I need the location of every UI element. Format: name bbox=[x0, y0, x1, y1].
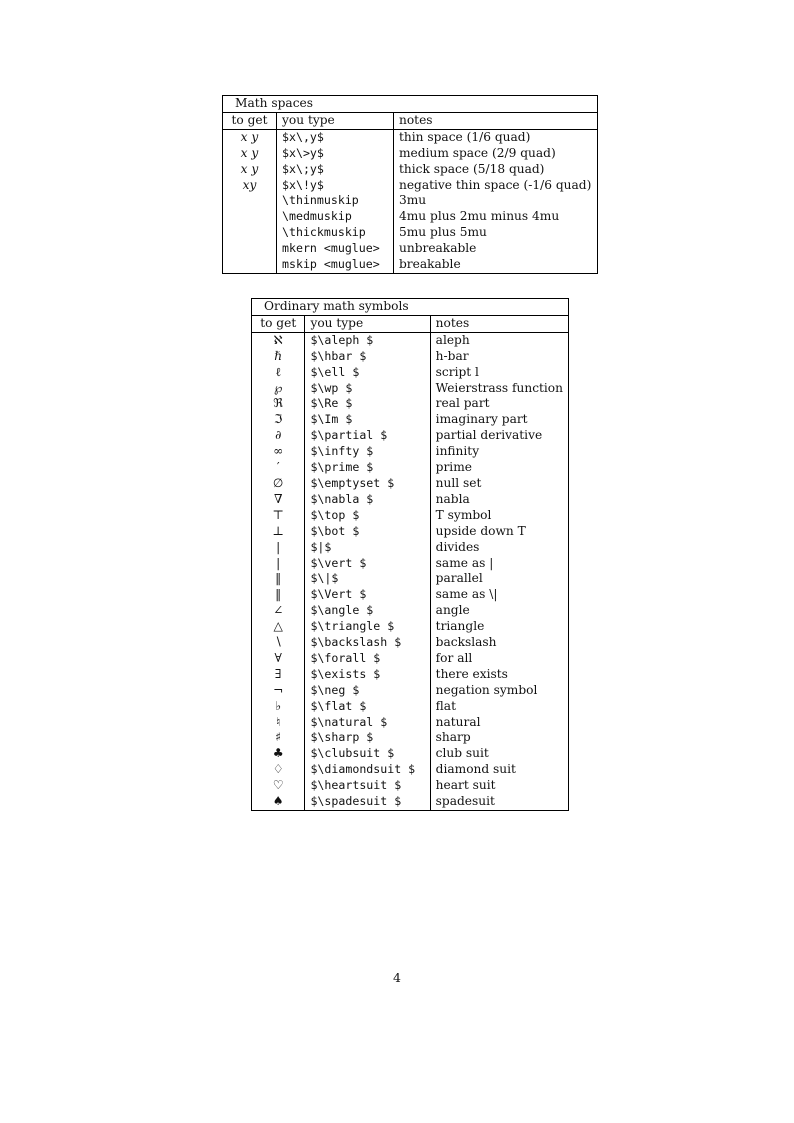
cell-you-type: $\forall $ bbox=[305, 651, 430, 667]
cell-to-get: ♢ bbox=[252, 762, 305, 778]
cell-to-get: ℜ bbox=[252, 396, 305, 412]
cell-to-get bbox=[223, 193, 277, 209]
cell-notes: prime bbox=[430, 460, 568, 476]
table-row bbox=[252, 730, 569, 746]
cell-you-type: $\nabla $ bbox=[305, 492, 430, 508]
cell-you-type: $\hbar $ bbox=[305, 349, 430, 365]
cell-to-get: ∂ bbox=[252, 428, 305, 444]
cell-to-get: ‖ bbox=[252, 587, 305, 603]
cell-notes: divides bbox=[430, 540, 568, 556]
cell-notes: partial derivative bbox=[430, 428, 568, 444]
cell-to-get: x y bbox=[223, 146, 277, 162]
cell-you-type: $\heartsuit $ bbox=[305, 778, 430, 794]
table-row bbox=[252, 524, 569, 540]
cell-you-type: $x\,y$ bbox=[277, 129, 394, 145]
column-header-you-type: you type bbox=[277, 112, 394, 129]
cell-you-type: $\|$ bbox=[305, 571, 430, 587]
table-row bbox=[252, 794, 569, 810]
cell-notes: backslash bbox=[430, 635, 568, 651]
cell-notes: unbreakable bbox=[394, 241, 598, 257]
table-row bbox=[223, 225, 598, 241]
cell-to-get: ℵ bbox=[252, 332, 305, 348]
ordinary-symbols-body bbox=[252, 299, 569, 811]
cell-you-type: $\triangle $ bbox=[305, 619, 430, 635]
cell-notes: same as \| bbox=[430, 587, 568, 603]
table-caption: Math spaces bbox=[223, 96, 598, 113]
table-row bbox=[223, 129, 598, 145]
cell-you-type: $\clubsuit $ bbox=[305, 746, 430, 762]
cell-notes: 4mu plus 2mu minus 4mu bbox=[394, 209, 598, 225]
cell-you-type: $\flat $ bbox=[305, 699, 430, 715]
cell-to-get bbox=[223, 241, 277, 257]
table-row bbox=[252, 635, 569, 651]
cell-to-get: ∠ bbox=[252, 603, 305, 619]
table-row bbox=[252, 619, 569, 635]
cell-to-get: ♯ bbox=[252, 730, 305, 746]
cell-notes: parallel bbox=[430, 571, 568, 587]
cell-to-get: ℑ bbox=[252, 412, 305, 428]
cell-you-type: $\prime $ bbox=[305, 460, 430, 476]
table-caption-row bbox=[223, 96, 598, 113]
cell-notes: diamond suit bbox=[430, 762, 568, 778]
cell-to-get: ∖ bbox=[252, 635, 305, 651]
cell-notes: null set bbox=[430, 476, 568, 492]
table-row bbox=[252, 428, 569, 444]
cell-to-get: ‖ bbox=[252, 571, 305, 587]
table-row bbox=[252, 476, 569, 492]
cell-you-type: $\backslash $ bbox=[305, 635, 430, 651]
table-header-row bbox=[223, 112, 598, 129]
cell-you-type: $\exists $ bbox=[305, 667, 430, 683]
cell-you-type: \thinmuskip bbox=[277, 193, 394, 209]
cell-notes: negation symbol bbox=[430, 683, 568, 699]
cell-you-type: $\Vert $ bbox=[305, 587, 430, 603]
cell-you-type: $x\>y$ bbox=[277, 146, 394, 162]
cell-you-type: $x\;y$ bbox=[277, 162, 394, 178]
cell-you-type: $\top $ bbox=[305, 508, 430, 524]
cell-to-get: x y bbox=[223, 162, 277, 178]
cell-you-type: $\bot $ bbox=[305, 524, 430, 540]
cell-notes: 5mu plus 5mu bbox=[394, 225, 598, 241]
cell-to-get: ′ bbox=[252, 460, 305, 476]
cell-you-type: $\infty $ bbox=[305, 444, 430, 460]
cell-notes: imaginary part bbox=[430, 412, 568, 428]
table-row bbox=[252, 715, 569, 731]
cell-to-get: | bbox=[252, 540, 305, 556]
cell-notes: h-bar bbox=[430, 349, 568, 365]
cell-you-type: \medmuskip bbox=[277, 209, 394, 225]
table-row bbox=[252, 746, 569, 762]
cell-to-get: ♣ bbox=[252, 746, 305, 762]
cell-notes: flat bbox=[430, 699, 568, 715]
table-row bbox=[252, 762, 569, 778]
cell-you-type: $\Re $ bbox=[305, 396, 430, 412]
table-row bbox=[252, 667, 569, 683]
cell-notes: negative thin space (-1/6 quad) bbox=[394, 178, 598, 194]
cell-notes: 3mu bbox=[394, 193, 598, 209]
cell-you-type: $\diamondsuit $ bbox=[305, 762, 430, 778]
table-row bbox=[223, 193, 598, 209]
cell-notes: for all bbox=[430, 651, 568, 667]
cell-to-get bbox=[223, 209, 277, 225]
table-row bbox=[223, 162, 598, 178]
cell-notes: club suit bbox=[430, 746, 568, 762]
cell-to-get: ∇ bbox=[252, 492, 305, 508]
table-row bbox=[252, 778, 569, 794]
cell-notes: T symbol bbox=[430, 508, 568, 524]
cell-to-get: ∞ bbox=[252, 444, 305, 460]
cell-you-type: $\sharp $ bbox=[305, 730, 430, 746]
table-row bbox=[252, 571, 569, 587]
column-header-notes: notes bbox=[394, 112, 598, 129]
cell-you-type: $\natural $ bbox=[305, 715, 430, 731]
table-row bbox=[252, 683, 569, 699]
cell-you-type: $\aleph $ bbox=[305, 332, 430, 348]
cell-to-get bbox=[223, 257, 277, 273]
cell-you-type: $\ell $ bbox=[305, 365, 430, 381]
cell-to-get: ♡ bbox=[252, 778, 305, 794]
table-row bbox=[223, 257, 598, 273]
cell-to-get: ♮ bbox=[252, 715, 305, 731]
cell-you-type: $x\!y$ bbox=[277, 178, 394, 194]
cell-you-type: mskip <muglue> bbox=[277, 257, 394, 273]
cell-notes: sharp bbox=[430, 730, 568, 746]
cell-to-get: ℓ bbox=[252, 365, 305, 381]
table-row bbox=[223, 241, 598, 257]
cell-you-type: $\vert $ bbox=[305, 556, 430, 572]
cell-you-type: $\angle $ bbox=[305, 603, 430, 619]
cell-to-get: | bbox=[252, 556, 305, 572]
cell-notes: Weierstrass function bbox=[430, 381, 568, 397]
table-row bbox=[223, 146, 598, 162]
table-row bbox=[252, 349, 569, 365]
cell-notes: heart suit bbox=[430, 778, 568, 794]
cell-to-get: xy bbox=[223, 178, 277, 194]
column-header-you-type: you type bbox=[305, 315, 430, 332]
table-row bbox=[252, 540, 569, 556]
math-spaces-body bbox=[223, 96, 598, 274]
cell-notes: triangle bbox=[430, 619, 568, 635]
table-row bbox=[252, 492, 569, 508]
cell-to-get: ♠ bbox=[252, 794, 305, 810]
table-row bbox=[252, 332, 569, 348]
cell-to-get bbox=[223, 225, 277, 241]
table-row bbox=[252, 381, 569, 397]
cell-notes: medium space (2/9 quad) bbox=[394, 146, 598, 162]
cell-to-get: ⊥ bbox=[252, 524, 305, 540]
cell-notes: upside down T bbox=[430, 524, 568, 540]
cell-notes: thin space (1/6 quad) bbox=[394, 129, 598, 145]
column-header-to-get: to get bbox=[252, 315, 305, 332]
cell-you-type: $\partial $ bbox=[305, 428, 430, 444]
cell-you-type: $\neg $ bbox=[305, 683, 430, 699]
cell-notes: real part bbox=[430, 396, 568, 412]
table-row bbox=[252, 603, 569, 619]
table-row bbox=[252, 396, 569, 412]
cell-to-get: ℏ bbox=[252, 349, 305, 365]
cell-you-type: $\emptyset $ bbox=[305, 476, 430, 492]
cell-to-get: ∀ bbox=[252, 651, 305, 667]
cell-to-get: ∃ bbox=[252, 667, 305, 683]
cell-you-type: $\Im $ bbox=[305, 412, 430, 428]
table-caption: Ordinary math symbols bbox=[252, 299, 569, 316]
table-row bbox=[252, 651, 569, 667]
cell-you-type: mkern <muglue> bbox=[277, 241, 394, 257]
cell-to-get: ℘ bbox=[252, 381, 305, 397]
cell-notes: infinity bbox=[430, 444, 568, 460]
table-row bbox=[252, 412, 569, 428]
cell-notes: spadesuit bbox=[430, 794, 568, 810]
ordinary-math-symbols-table bbox=[251, 298, 569, 811]
table-header-row bbox=[252, 315, 569, 332]
cell-you-type: \thickmuskip bbox=[277, 225, 394, 241]
cell-notes: thick space (5/18 quad) bbox=[394, 162, 598, 178]
table-row bbox=[252, 508, 569, 524]
table-row bbox=[252, 444, 569, 460]
table-row bbox=[252, 556, 569, 572]
cell-you-type: $|$ bbox=[305, 540, 430, 556]
table-row bbox=[252, 365, 569, 381]
column-header-to-get: to get bbox=[223, 112, 277, 129]
cell-to-get: △ bbox=[252, 619, 305, 635]
cell-to-get: x y bbox=[223, 129, 277, 145]
table-row bbox=[252, 460, 569, 476]
cell-notes: angle bbox=[430, 603, 568, 619]
cell-notes: breakable bbox=[394, 257, 598, 273]
cell-to-get: ♭ bbox=[252, 699, 305, 715]
cell-you-type: $\wp $ bbox=[305, 381, 430, 397]
cell-notes: aleph bbox=[430, 332, 568, 348]
cell-to-get: ⊤ bbox=[252, 508, 305, 524]
cell-you-type: $\spadesuit $ bbox=[305, 794, 430, 810]
table-caption-row bbox=[252, 299, 569, 316]
cell-notes: natural bbox=[430, 715, 568, 731]
cell-notes: same as | bbox=[430, 556, 568, 572]
math-spaces-table bbox=[222, 95, 598, 274]
table-row bbox=[223, 209, 598, 225]
page-number: 4 bbox=[393, 970, 401, 985]
cell-notes: script l bbox=[430, 365, 568, 381]
cell-to-get: ∅ bbox=[252, 476, 305, 492]
table-row bbox=[223, 178, 598, 194]
cell-to-get: ¬ bbox=[252, 683, 305, 699]
cell-notes: nabla bbox=[430, 492, 568, 508]
table-row bbox=[252, 587, 569, 603]
table-row bbox=[252, 699, 569, 715]
column-header-notes: notes bbox=[430, 315, 568, 332]
cell-notes: there exists bbox=[430, 667, 568, 683]
